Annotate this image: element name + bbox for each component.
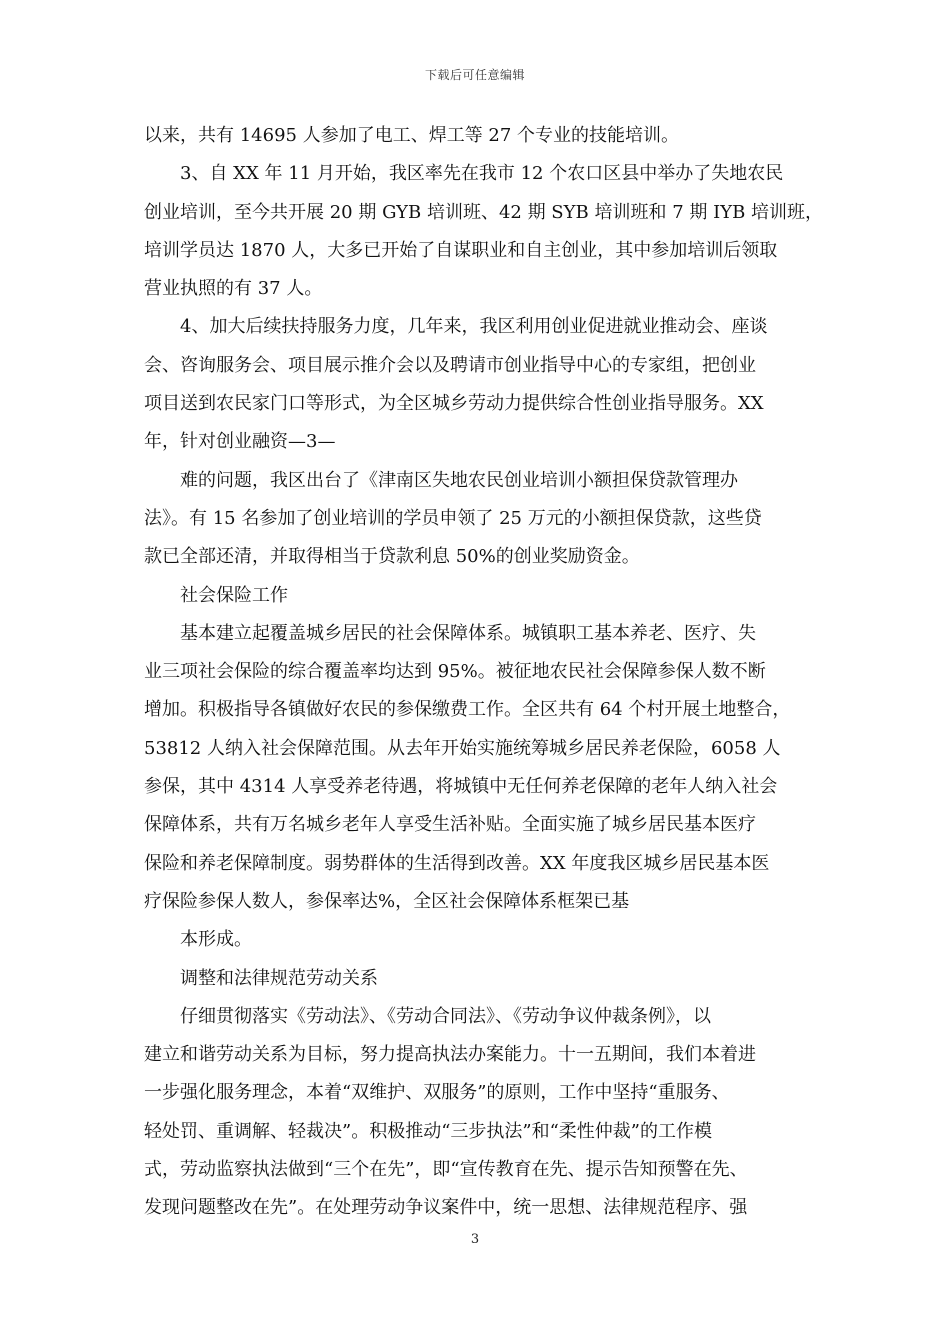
text-line: 一步强化服务理念，本着“双维护、双服务”的原则，工作中坚持“重服务、 [144,1082,730,1104]
text-line: 会、咨询服务会、项目展示推介会以及聘请市创业指导中心的专家组，把创业 [144,354,756,376]
text-line: 保险和养老保障制度。弱势群体的生活得到改善。XX 年度我区城乡居民基本医 [144,852,770,874]
text-line: 建立和谐劳动关系为目标，努力提高执法办案能力。十一五期间，我们本着进 [144,1044,756,1066]
text-line: 项目送到农民家门口等形式，为全区城乡劳动力提供综合性创业指导服务。XX [144,393,764,415]
text-line: 调整和法律规范劳动关系 [180,967,378,989]
text-line: 发现问题整改在先”。在处理劳动争议案件中，统一思想、法律规范程序、强 [144,1197,748,1219]
text-line: 以来，共有 14695 人参加了电工、焊工等 27 个专业的技能培训。 [144,125,680,146]
text-line: 培训学员达 1870 人，大多已开始了自谋职业和自主创业，其中参加培训后领取 [144,239,778,261]
text-line: 法》。有 15 名参加了创业培训的学员申领了 25 万元的小额担保贷款，这些贷 [144,507,762,529]
text-line: 年，针对创业融资—3— [144,431,336,453]
text-line: 仔细贯彻落实《劳动法》、《劳动合同法》、《劳动争议仲裁条例》，以 [180,1005,711,1027]
text-line: 创业培训，至今共开展 20 期 GYB 培训班、42 期 SYB 培训班和 7 期 IYB 培训班， [144,201,824,223]
text-line: 本形成。 [180,929,252,951]
text-line: 3、自 XX 年 11 月开始，我区率先在我市 12 个农口区县中举办了失地农民 [180,163,784,185]
text-line: 基本建立起覆盖城乡居民的社会保障体系。城镇职工基本养老、医疗、失 [180,622,756,644]
text-line: 难的问题，我区出台了《津南区失地农民创业培训小额担保贷款管理办 [180,469,738,491]
document-body [144,117,824,1228]
text-line: 疗保险参保人数人，参保率达%，全区社会保障体系框架已基 [144,890,630,912]
page-header: 下载后可任意编辑 [424,68,525,82]
text-line: 参保，其中 4314 人享受养老待遇，将城镇中无任何养老保障的老年人纳入社会 [144,776,778,798]
text-line: 4、加大后续扶持服务力度，几年来，我区利用创业促进就业推动会、座谈 [180,316,768,338]
text-line: 保障体系，共有万名城乡老年人享受生活补贴。全面实施了城乡居民基本医疗 [144,814,756,836]
text-line: 53812 人纳入社会保障范围。从去年开始实施统筹城乡居民养老保险，6058 人 [144,737,781,759]
text-line: 业三项社会保险的综合覆盖率均达到 95%。被征地农民社会保障参保人数不断 [144,661,766,683]
page-number: 3 [470,1232,480,1247]
text-line: 增加。积极指导各镇做好农民的参保缴费工作。全区共有 64 个村开展土地整合， [144,699,791,721]
text-line: 款已全部还清，并取得相当于贷款利息 50%的创业奖励资金。 [144,546,640,568]
text-line: 社会保险工作 [180,584,288,606]
text-line: 营业执照的有 37 人。 [144,278,323,300]
text-line: 式，劳动监察执法做到“三个在先”，即“宣传教育在先、提示告知预警在先、 [144,1159,748,1181]
text-line: 轻处罚、重调解、轻裁决”。积极推动“三步执法”和“柔性仲裁”的工作模 [144,1120,713,1142]
